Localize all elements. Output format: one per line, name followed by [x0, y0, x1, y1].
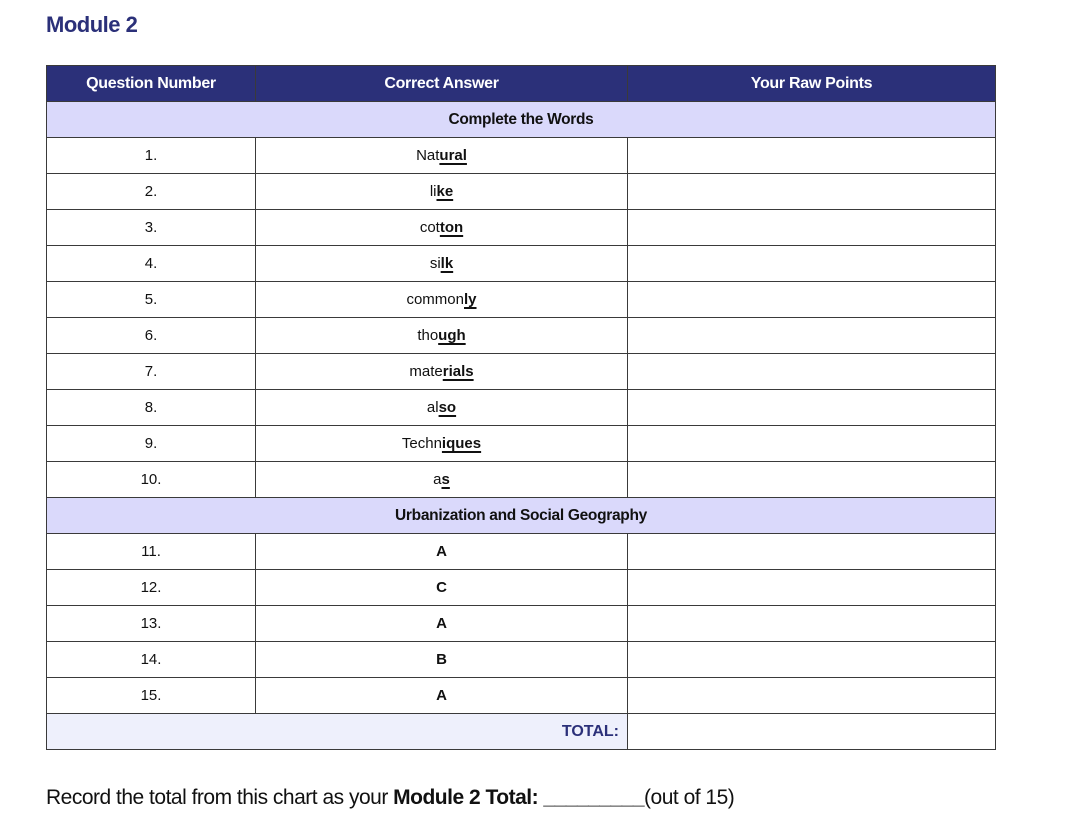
- record-blank: _________: [538, 786, 645, 809]
- question-number: 2.: [47, 174, 256, 210]
- section-row: [47, 498, 996, 534]
- raw-points-cell[interactable]: [628, 282, 996, 318]
- answer-completion: ural: [439, 147, 467, 164]
- answer-completion: ly: [464, 291, 477, 308]
- header-raw-points: Your Raw Points: [628, 66, 996, 102]
- correct-answer: B: [256, 642, 628, 678]
- raw-points-cell[interactable]: [628, 138, 996, 174]
- correct-answer: [256, 174, 628, 210]
- answer-completion: s: [441, 471, 450, 488]
- question-number: 14.: [47, 642, 256, 678]
- question-number: 3.: [47, 210, 256, 246]
- total-row: [47, 714, 996, 750]
- table-row: [47, 678, 996, 714]
- table-row: [47, 462, 996, 498]
- answer-prefix: mate: [409, 363, 443, 380]
- header-question-number: Question Number: [47, 66, 256, 102]
- raw-points-cell[interactable]: [628, 390, 996, 426]
- raw-points-cell[interactable]: [628, 606, 996, 642]
- table-row: [47, 642, 996, 678]
- table-row: [47, 318, 996, 354]
- question-number: 15.: [47, 678, 256, 714]
- answer-completion: iques: [441, 435, 482, 452]
- question-number: 10.: [47, 462, 256, 498]
- total-value-cell[interactable]: [628, 714, 996, 750]
- answer-key-table: [46, 65, 996, 750]
- raw-points-cell[interactable]: [628, 174, 996, 210]
- correct-answer: A: [256, 678, 628, 714]
- question-number: 9.: [47, 426, 256, 462]
- raw-points-cell[interactable]: [628, 678, 996, 714]
- table-header-row: [47, 66, 996, 102]
- correct-answer: [256, 426, 628, 462]
- raw-points-cell[interactable]: [628, 426, 996, 462]
- section-title-complete-words: Complete the Words: [47, 102, 996, 138]
- section-row: [47, 102, 996, 138]
- answer-prefix: Techn: [401, 435, 442, 452]
- answer-prefix: al: [426, 399, 439, 416]
- record-prefix: Record the total from this chart as your: [46, 786, 394, 809]
- record-total-label: Module 2 Total:: [393, 786, 539, 809]
- table-row: [47, 534, 996, 570]
- answer-completion: rials: [442, 363, 474, 380]
- answer-completion: ke: [436, 183, 454, 200]
- correct-answer: [256, 210, 628, 246]
- question-number: 5.: [47, 282, 256, 318]
- table-row: [47, 426, 996, 462]
- question-number: 12.: [47, 570, 256, 606]
- correct-answer: C: [256, 570, 628, 606]
- correct-answer: [256, 246, 628, 282]
- answer-prefix: si: [429, 255, 441, 272]
- answer-prefix: cot: [419, 219, 440, 236]
- raw-points-cell[interactable]: [628, 318, 996, 354]
- table-row: [47, 138, 996, 174]
- correct-answer: [256, 138, 628, 174]
- answer-prefix: li: [429, 183, 437, 200]
- record-instruction: [46, 786, 734, 810]
- answer-prefix: a: [433, 471, 442, 488]
- answer-completion: lk: [440, 255, 454, 272]
- question-number: 13.: [47, 606, 256, 642]
- record-suffix: (out of 15): [644, 786, 735, 809]
- correct-answer: [256, 462, 628, 498]
- raw-points-cell[interactable]: [628, 246, 996, 282]
- correct-answer: [256, 318, 628, 354]
- raw-points-cell[interactable]: [628, 210, 996, 246]
- answer-prefix: common: [406, 291, 464, 308]
- table-row: [47, 390, 996, 426]
- correct-answer: A: [256, 534, 628, 570]
- table-row: [47, 174, 996, 210]
- total-label: TOTAL:: [47, 714, 628, 750]
- answer-completion: ton: [439, 219, 464, 236]
- question-number: 11.: [47, 534, 256, 570]
- table-row: [47, 282, 996, 318]
- raw-points-cell[interactable]: [628, 462, 996, 498]
- answer-completion: so: [438, 399, 457, 416]
- table-row: [47, 210, 996, 246]
- section-title-urbanization: Urbanization and Social Geography: [47, 498, 996, 534]
- table-row: [47, 570, 996, 606]
- table-row: [47, 246, 996, 282]
- answer-completion: ugh: [438, 327, 466, 344]
- raw-points-cell[interactable]: [628, 354, 996, 390]
- question-number: 6.: [47, 318, 256, 354]
- correct-answer: A: [256, 606, 628, 642]
- question-number: 1.: [47, 138, 256, 174]
- correct-answer: [256, 390, 628, 426]
- question-number: 4.: [47, 246, 256, 282]
- raw-points-cell[interactable]: [628, 642, 996, 678]
- table-row: [47, 606, 996, 642]
- question-number: 8.: [47, 390, 256, 426]
- raw-points-cell[interactable]: [628, 534, 996, 570]
- raw-points-cell[interactable]: [628, 570, 996, 606]
- correct-answer: [256, 282, 628, 318]
- header-correct-answer: Correct Answer: [256, 66, 628, 102]
- table-row: [47, 354, 996, 390]
- question-number: 7.: [47, 354, 256, 390]
- correct-answer: [256, 354, 628, 390]
- answer-prefix: Nat: [416, 147, 440, 164]
- answer-prefix: tho: [417, 327, 439, 344]
- page-title: Module 2: [46, 12, 138, 37]
